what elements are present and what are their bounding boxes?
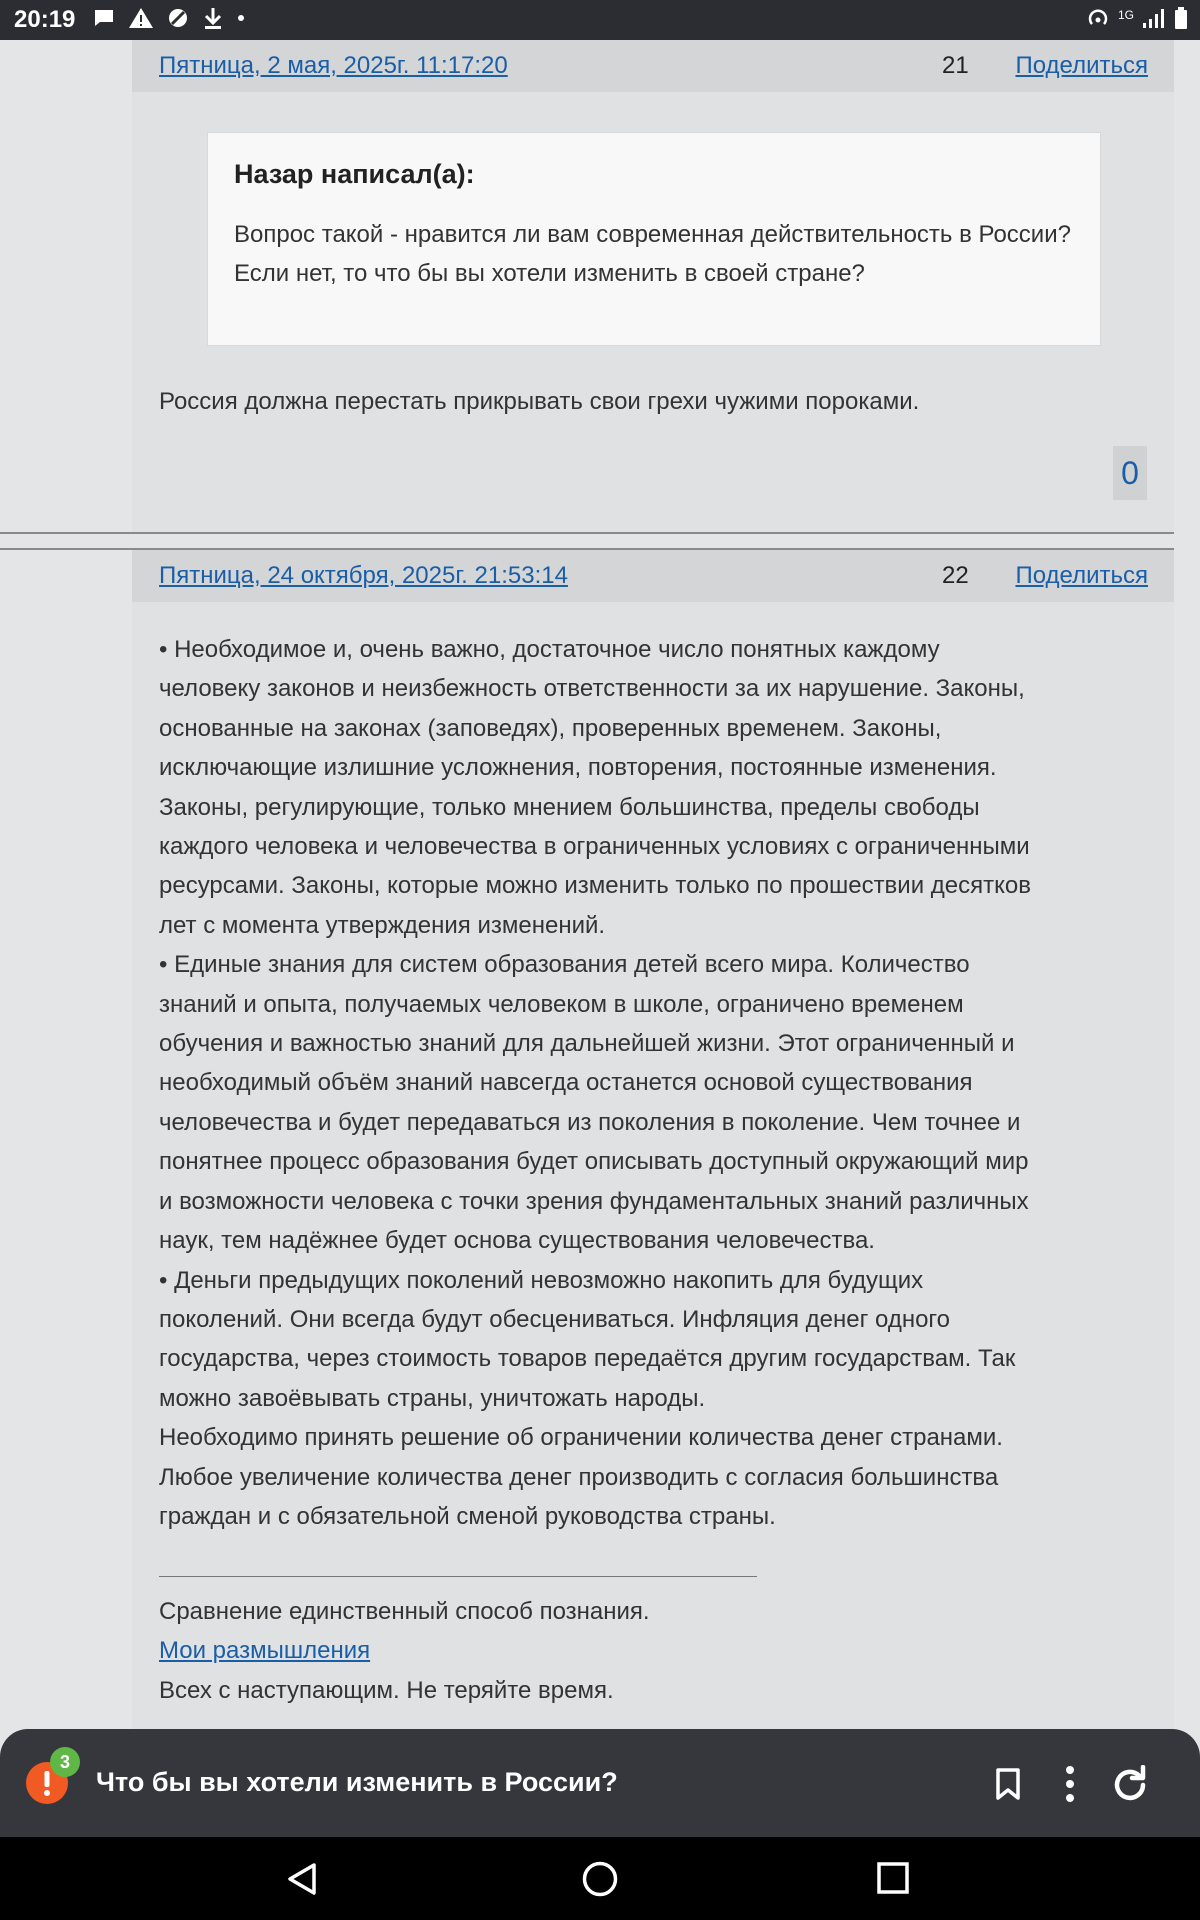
post-line: исключающие излишние усложнения, повторения, постоянные изменения. bbox=[159, 754, 997, 782]
status-time: 20:19 bbox=[14, 6, 76, 33]
post-line: наук, тем надёжнее будет основа существования человечества. bbox=[159, 1227, 875, 1255]
signature-line: Всех с наступающим. Не теряйте время. bbox=[159, 1676, 614, 1704]
more-notifications-dot-icon bbox=[236, 6, 246, 30]
post-line: государства, через стоимость товаров передаётся другим государствам. Так bbox=[159, 1345, 1016, 1373]
post-line: Любое увеличение количества денег производить с согласия большинства bbox=[159, 1463, 999, 1491]
post-body: Россия должна перестать прикрывать свои грехи чужими пороками. bbox=[159, 388, 920, 415]
post-line: граждан и с обязательной сменой руководства страны. bbox=[159, 1502, 776, 1530]
post-line: можно завоёвывать страны, уничтожать народы. bbox=[159, 1384, 706, 1412]
more-vert-icon[interactable] bbox=[1058, 1765, 1082, 1803]
signature-link[interactable]: Мои размышления bbox=[159, 1637, 371, 1665]
page-title: Что бы вы хотели изменить в России? bbox=[96, 1767, 618, 1797]
data-saver-icon bbox=[166, 6, 190, 30]
post-line: • Необходимое и, очень важно, достаточное число понятных каждому bbox=[159, 636, 940, 663]
post-author-column bbox=[0, 550, 134, 1729]
signature bbox=[159, 1592, 650, 1710]
chat-notification-icon bbox=[92, 6, 116, 30]
signature-line: Сравнение единственный способ познания. bbox=[159, 1598, 650, 1625]
bookmark-icon[interactable] bbox=[993, 1767, 1023, 1801]
post-line: Законы, регулирующие, только мнением большинства, пределы свободы bbox=[159, 793, 980, 821]
post-line: каждого человека и человечества в ограниченных условиях с ограниченными bbox=[159, 833, 1030, 861]
post-author-column bbox=[0, 40, 134, 530]
back-icon[interactable] bbox=[284, 1861, 320, 1897]
post-line: ресурсами. Законы, которые можно изменить только по прошествии десятков bbox=[159, 872, 1031, 900]
post-line: • Деньги предыдущих поколений невозможно накопить для будущих bbox=[159, 1266, 924, 1294]
hotspot-icon bbox=[1086, 6, 1110, 30]
share-link[interactable]: Поделиться bbox=[1015, 562, 1148, 589]
post-line: лет с момента утверждения изменений. bbox=[159, 911, 606, 939]
post-line: • Единые знания для систем образования детей всего мира. Количество bbox=[159, 951, 970, 979]
signal-icon bbox=[1142, 7, 1166, 29]
status-bar bbox=[0, 0, 1200, 40]
post-number: 21 bbox=[942, 52, 969, 79]
post-22 bbox=[132, 550, 1174, 1729]
battery-icon bbox=[1174, 6, 1188, 30]
post-divider bbox=[0, 532, 1174, 534]
post-line: обучения и важностью знаний для дальнейшей жизни. Этот ограниченный и bbox=[159, 1030, 1015, 1058]
post-line: человеку законов и неизбежность ответственности за их нарушение. Законы, bbox=[159, 675, 1025, 703]
notification-count-badge: 3 bbox=[50, 1747, 80, 1777]
post-21 bbox=[132, 40, 1174, 532]
post-line: Необходимо принять решение об ограничении количества денег странами. bbox=[159, 1424, 1003, 1452]
post-line: знаний и опыта, получаемых человеком в школе, ограничено временем bbox=[159, 990, 964, 1018]
bottom-toolbar bbox=[0, 1729, 1200, 1837]
signal-type-label: 1G bbox=[1117, 8, 1134, 22]
post-line: поколений. Они всегда будут обесцениваться. Инфляция денег одного bbox=[159, 1305, 950, 1333]
post-date-link[interactable]: Пятница, 24 октября, 2025г. 21:53:14 bbox=[159, 562, 568, 589]
refresh-icon[interactable] bbox=[1110, 1765, 1150, 1805]
warning-icon bbox=[128, 6, 154, 30]
recents-icon[interactable] bbox=[876, 1861, 910, 1895]
post-date-link[interactable]: Пятница, 2 мая, 2025г. 11:17:20 bbox=[159, 52, 508, 79]
download-icon bbox=[202, 6, 224, 30]
post-number: 22 bbox=[942, 562, 969, 589]
post-line: понятнее процесс образования будет описывать доступный окружающий мир bbox=[159, 1148, 1029, 1176]
post-line: человечества и будет передаваться из поколения в поколение. Чем точнее и bbox=[159, 1108, 1021, 1136]
quote-author: Назар написал(а): bbox=[234, 159, 475, 189]
post-body bbox=[159, 630, 1031, 1536]
post-line: основанные на законах (заповедях), проверенных временем. Законы, bbox=[159, 714, 942, 742]
post-line: и возможности человека с точки зрения фундаментальных знаний различных bbox=[159, 1187, 1029, 1215]
quote-block bbox=[207, 132, 1101, 346]
home-icon[interactable] bbox=[580, 1859, 620, 1899]
share-link[interactable]: Поделиться bbox=[1015, 52, 1148, 79]
post-header bbox=[132, 40, 1174, 92]
quote-text: Вопрос такой - нравится ли вам современная действительность в России? Если нет, то что бы вы хотели изменить в своей стране? bbox=[234, 221, 1071, 287]
post-header bbox=[132, 550, 1174, 602]
navigation-bar bbox=[0, 1837, 1200, 1920]
signature-divider bbox=[159, 1576, 757, 1577]
like-counter-button[interactable]: 0 bbox=[1113, 446, 1147, 500]
post-line: необходимый объём знаний навсегда останется основой существования bbox=[159, 1069, 973, 1097]
